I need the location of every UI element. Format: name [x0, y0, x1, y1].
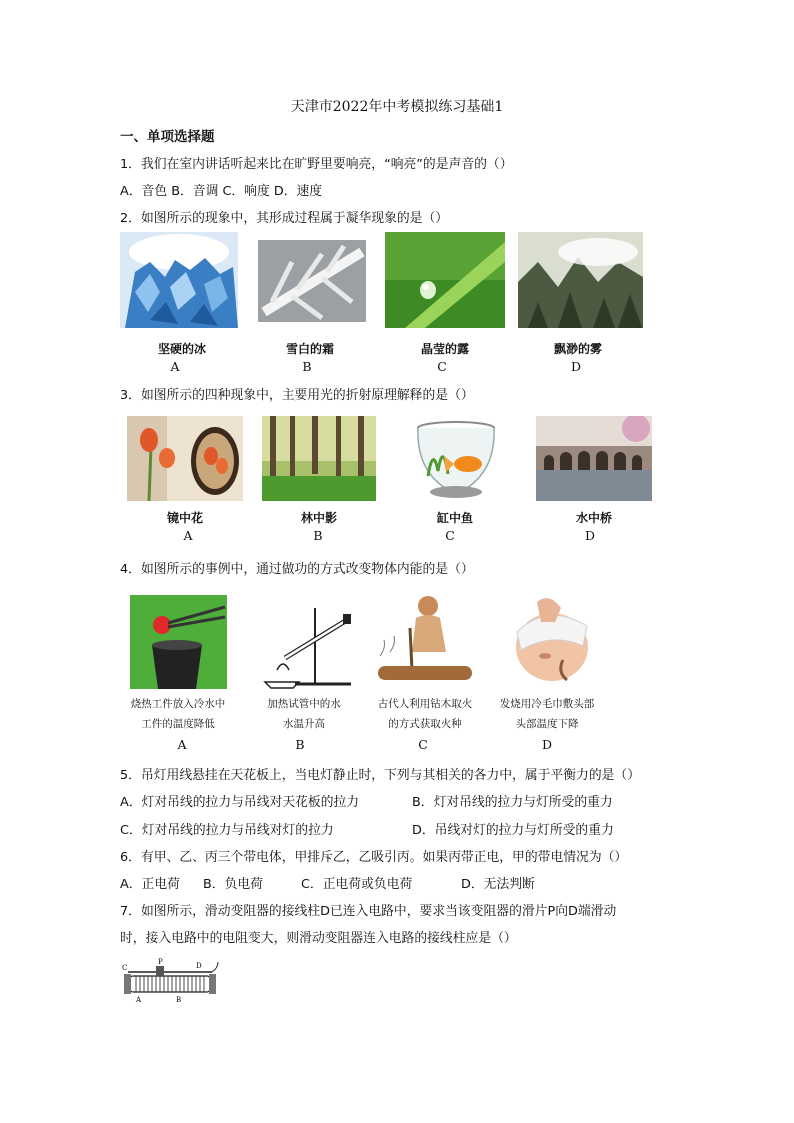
question-5: 5．吊灯用线悬挂在天花板上，当电灯静止时，下列与其相关的各力中，属于平衡力的是（） [120, 768, 641, 783]
rheostat-label-b: B [176, 996, 182, 1004]
q4-caption-b: 加热试管中的水 水温升高 [267, 698, 341, 730]
q5-option-d: D．吊线对灯的拉力与灯所受的重力 [412, 823, 614, 838]
question-3: 3．如图所示的四种现象中，主要用光的折射原理解释的是（） [120, 388, 474, 403]
rheostat-label-c: C [122, 964, 128, 972]
test-tube-image [255, 598, 355, 690]
q4-letter-c: C [418, 737, 428, 752]
q2-letter-d: D [570, 359, 582, 374]
q5-option-b: B．灯对吊线的拉力与灯所受的重力 [412, 795, 613, 810]
q2-letter-b: B [302, 359, 312, 374]
question-7-line-2: 时，接入电路中的电阻变大，则滑动变阻器连入电路的接线柱应是（） [120, 931, 517, 946]
mirror-flower-image [127, 416, 243, 501]
hot-workpiece-image [130, 595, 227, 689]
cold-towel-image [497, 592, 597, 684]
rheostat-label-a: A [136, 996, 142, 1004]
forest-shadow-image [262, 416, 376, 501]
q2-caption-b: 雪白的霜 [285, 342, 334, 356]
q3-caption-c: 缸中鱼 [436, 511, 473, 525]
q5-option-c: C．灯对吊线的拉力与吊线对灯的拉力 [120, 823, 334, 838]
q2-caption-a: 坚硬的冰 [157, 342, 206, 356]
fog-image [518, 232, 643, 328]
fish-tank-image [408, 416, 504, 501]
q4-caption-d: 发烧用冷毛巾敷头部 头部温度下降 [499, 698, 595, 730]
question-2: 2．如图所示的现象中，其形成过程属于凝华现象的是（） [120, 211, 449, 226]
q3-letter-b: B [313, 528, 323, 543]
question-7-line-1: 7．如图所示，滑动变阻器的接线柱D已连入电路中，要求当该变阻器的滑片P向D端滑动 [120, 904, 617, 919]
question-1: 1．我们在室内讲话听起来比在旷野里要响亮，“响亮”的是声音的（） [120, 157, 513, 172]
drill-wood-image [372, 592, 477, 690]
q2-caption-d: 飘渺的雾 [553, 342, 602, 356]
q6-option-c: C．正电荷或负电荷 [301, 877, 413, 892]
q3-letter-d: D [584, 528, 596, 543]
bridge-image [536, 416, 652, 501]
q6-option-d: D．无法判断 [461, 877, 535, 892]
dew-image [385, 232, 505, 328]
q2-caption-c: 晶莹的露 [420, 342, 469, 356]
question-1-options: A．音色 B．音调 C．响度 D．速度 [120, 184, 323, 199]
page-title: 天津市2022年中考模拟练习基础1 [290, 99, 504, 115]
q4-caption-a: 烧热工件放入冷水中 工件的温度降低 [130, 698, 226, 730]
q2-letter-a: A [170, 359, 180, 374]
rheostat-label-d: D [196, 962, 202, 970]
q3-letter-a: A [183, 528, 193, 543]
frost-image [252, 232, 372, 328]
q3-caption-d: 水中桥 [575, 511, 612, 525]
question-6: 6．有甲、乙、丙三个带电体，甲排斥乙，乙吸引丙。如果丙带正电，甲的带电情况为（） [120, 850, 628, 865]
q3-caption-b: 林中影 [300, 511, 337, 525]
q3-letter-c: C [445, 528, 455, 543]
q4-letter-a: A [177, 737, 187, 752]
q3-caption-a: 镜中花 [166, 511, 203, 525]
q6-option-b: B．负电荷 [203, 877, 263, 892]
rheostat-label-p: P [158, 958, 163, 966]
ice-image [120, 232, 238, 328]
q4-letter-b: B [295, 737, 305, 752]
q6-option-a: A．正电荷 [120, 877, 180, 892]
q2-letter-c: C [437, 359, 447, 374]
question-4: 4．如图所示的事例中，通过做功的方式改变物体内能的是（） [120, 562, 474, 577]
section-heading: 一、单项选择题 [120, 129, 215, 145]
rheostat-diagram [118, 958, 222, 1004]
q4-letter-d: D [541, 737, 553, 752]
q5-option-a: A．灯对吊线的拉力与吊线对天花板的拉力 [120, 795, 360, 810]
q4-caption-c: 古代人利用钻木取火 的方式获取火种 [377, 698, 473, 730]
